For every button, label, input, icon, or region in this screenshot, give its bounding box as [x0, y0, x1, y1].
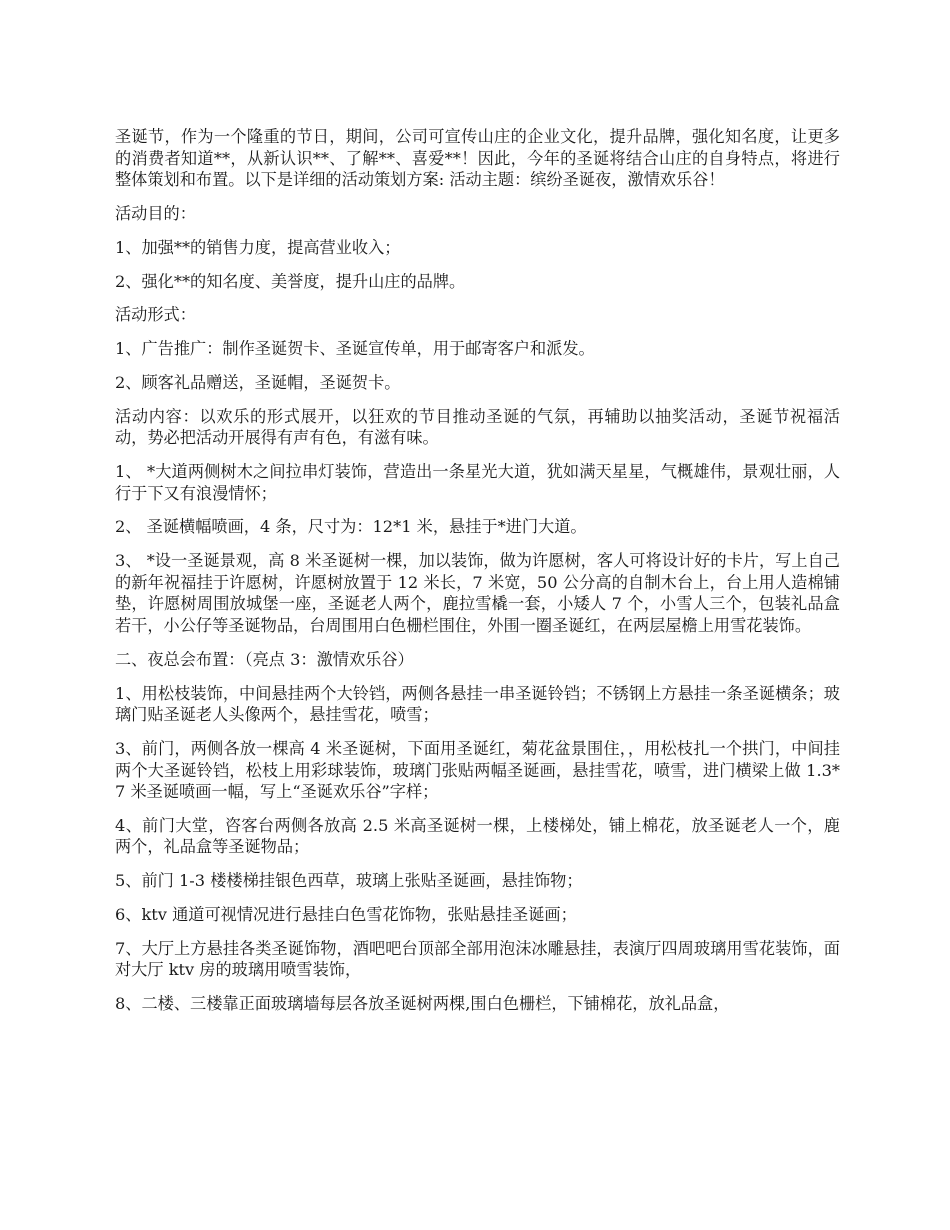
purpose-item-1: 1、加强**的销售力度，提高营业收入；	[115, 237, 401, 257]
heading-nightclub: 二、夜总会布置：（亮点 3：激情欢乐谷）	[115, 649, 414, 669]
heading-purpose: 活动目的：	[115, 203, 196, 223]
form-item-2: 2、顾客礼品赠送，圣诞帽，圣诞贺卡。	[115, 372, 401, 392]
nightclub-item-8: 8、二楼、三楼靠正面玻璃墙每层各放圣诞树两棵,围白色栅栏，下铺棉花，放礼品盒，	[115, 994, 730, 1014]
nightclub-item-3: 3、前门，两侧各放一棵高 4 米圣诞树，下面用圣诞红，菊花盆景围住，，用松枝扎一个拱门，中间挂两个大圣诞铃铛，松枝上用彩球装饰，玻璃门张贴两幅圣诞画，悬挂雪花，喷雪，进门横梁上做 1.3*7 米圣诞喷画一幅，写上“圣诞欢乐谷”字样；	[115, 738, 840, 802]
document-body	[115, 126, 840, 1027]
nightclub-item-5: 5、前门 1-3 楼楼梯挂银色西草，玻璃上张贴圣诞画，悬挂饰物；	[115, 871, 583, 891]
nightclub-item-7: 7、大厅上方悬挂各类圣诞饰物，酒吧吧台顶部全部用泡沫冰雕悬挂，表演厅四周玻璃用雪花装饰，面对大厅 ktv 房的玻璃用喷雪装饰，	[115, 938, 840, 980]
nightclub-item-1: 1、用松枝装饰，中间悬挂两个大铃铛，两侧各悬挂一串圣诞铃铛；不锈钢上方悬挂一条圣诞横条；玻璃门贴圣诞老人头像两个，悬挂雪花，喷雪；	[115, 683, 840, 725]
purpose-item-2: 2、强化**的知名度、美誉度，提升山庄的品牌。	[115, 271, 466, 291]
intro-paragraph: 圣诞节，作为一个隆重的节日，期间，公司可宣传山庄的企业文化，提升品牌，强化知名度，让更多的消费者知道**，从新认识**、了解**、喜爱**！因此，今年的圣诞将结合山庄的自身特点，将进行整体策划和布置。以下是详细的活动策划方案: 活动主题：缤纷圣诞夜，激情欢乐谷！	[115, 127, 840, 190]
content-item-3: 3、 *设一圣诞景观，高 8 米圣诞树一棵，加以装饰，做为许愿树，客人可将设计好的卡片，写上自己的新年祝福挂于许愿树，许愿树放置于 12 米长，7 米宽，50 公分高的自制木台上，台上用人造棉铺垫，许愿树周围放城堡一座，圣诞老人两个，鹿拉雪橇一套，小矮人 7 个，小雪人三个，包装礼品盒若干，小公仔等圣诞物品，台周围用白色栅栏围住，外围一圈圣诞红，在两层屋檐上用雪花装饰。	[115, 551, 840, 635]
form-item-1: 1、广告推广：制作圣诞贺卡、圣诞宣传单，用于邮寄客户和派发。	[115, 339, 595, 359]
nightclub-item-4: 4、前门大堂，咨客台两侧各放高 2.5 米高圣诞树一棵，上楼梯处，铺上棉花，放圣诞老人一个，鹿两个，礼品盒等圣诞物品；	[115, 815, 840, 857]
content-paragraph: 活动内容：以欢乐的形式展开，以狂欢的节目推动圣诞的气氛，再辅助以抽奖活动，圣诞节祝福活动，势必把活动开展得有声有色，有滋有味。	[115, 406, 840, 448]
nightclub-item-6: 6、ktv 通道可视情况进行悬挂白色雪花饰物，张贴悬挂圣诞画；	[115, 905, 577, 925]
content-item-1: 1、 *大道两侧树木之间拉串灯装饰，营造出一条星光大道，犹如满天星星，气概雄伟，景观壮丽，人行于下又有浪漫情怀；	[115, 462, 840, 503]
content-item-2: 2、 圣诞横幅喷画，4 条，尺寸为：12*1 米，悬挂于*进门大道。	[115, 517, 587, 537]
heading-form: 活动形式：	[115, 305, 196, 325]
